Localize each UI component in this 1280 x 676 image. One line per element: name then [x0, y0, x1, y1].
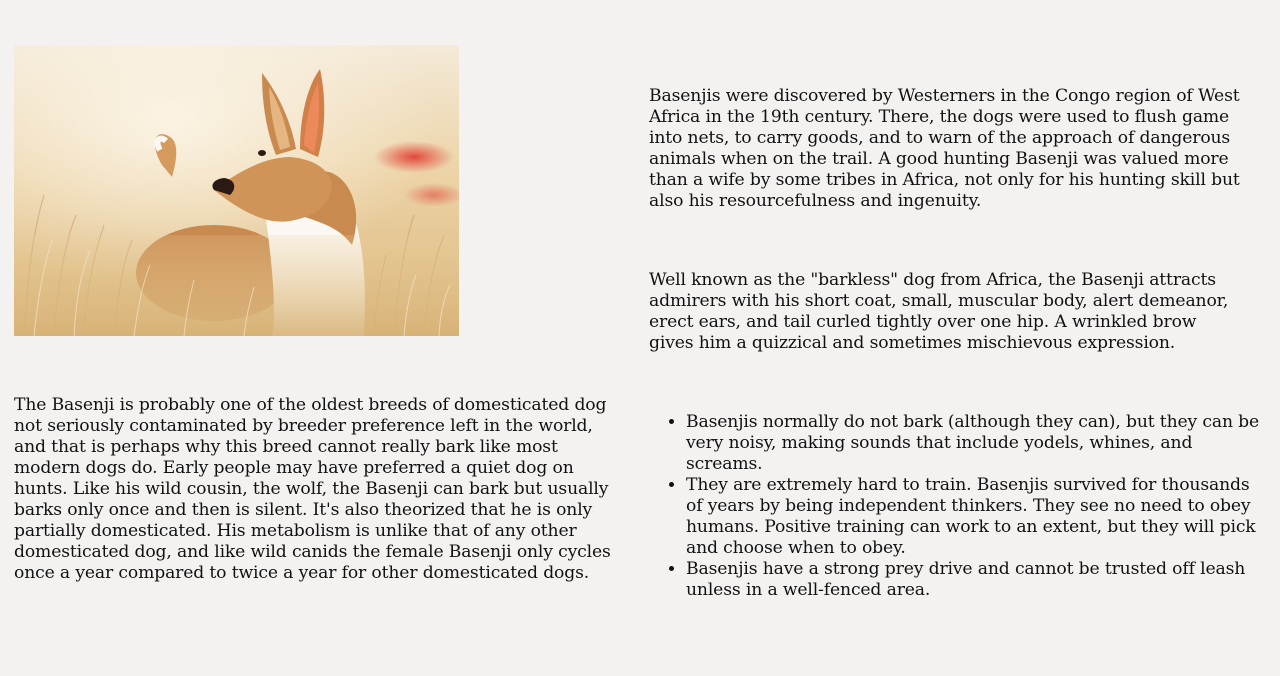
history-paragraph: Basenjis were discovered by Westerners in the Congo region of West Africa in the 19th century. There, the dogs were used to flush game into nets, to carry goods, and to warn of the approach of dangerous animals when on the trail. A good hunting Basenji was valued more than a wife by some tribes in Africa, not only for his hunting skill but also his resourcefulness and ingenuity. [649, 86, 1240, 211]
list-item: • They are extremely hard to train. Basenjis survived for thousands of years by being independent thinkers. They see no need to obey humans. Positive training can work to an extent, but they will pick and choose when to obey. [686, 475, 1261, 559]
traits-list [649, 412, 1261, 601]
intro-paragraph: The Basenji is probably one of the oldest breeds of domesticated dog not seriously contaminated by breeder preference left in the world, and that is perhaps why this breed cannot really bark like most modern dogs do. Early people may have preferred a quiet dog on hunts. Like his wild cousin, the wolf, the Basenji can bark but usually barks only once and then is silent. It's also theorized that he is only partially domesticated. His metabolism is unlike that of any other domesticated dog, and like wild canids the female Basenji only cycles once a year compared to twice a year for other domesticated dogs. [14, 395, 611, 583]
basenji-photo [14, 45, 459, 336]
appearance-paragraph: Well known as the "barkless" dog from Africa, the Basenji attracts admirers with his short coat, small, muscular body, alert demeanor, erect ears, and tail curled tightly over one hip. A wrinkled brow gives him a quizzical and sometimes mischievous expression. [649, 270, 1229, 353]
list-item: • Basenjis normally do not bark (although they can), but they can be very noisy, making sounds that include yodels, whines, and screams. [686, 412, 1261, 475]
list-item: • Basenjis have a strong prey drive and cannot be trusted off leash unless in a well-fenced area. [686, 559, 1261, 601]
